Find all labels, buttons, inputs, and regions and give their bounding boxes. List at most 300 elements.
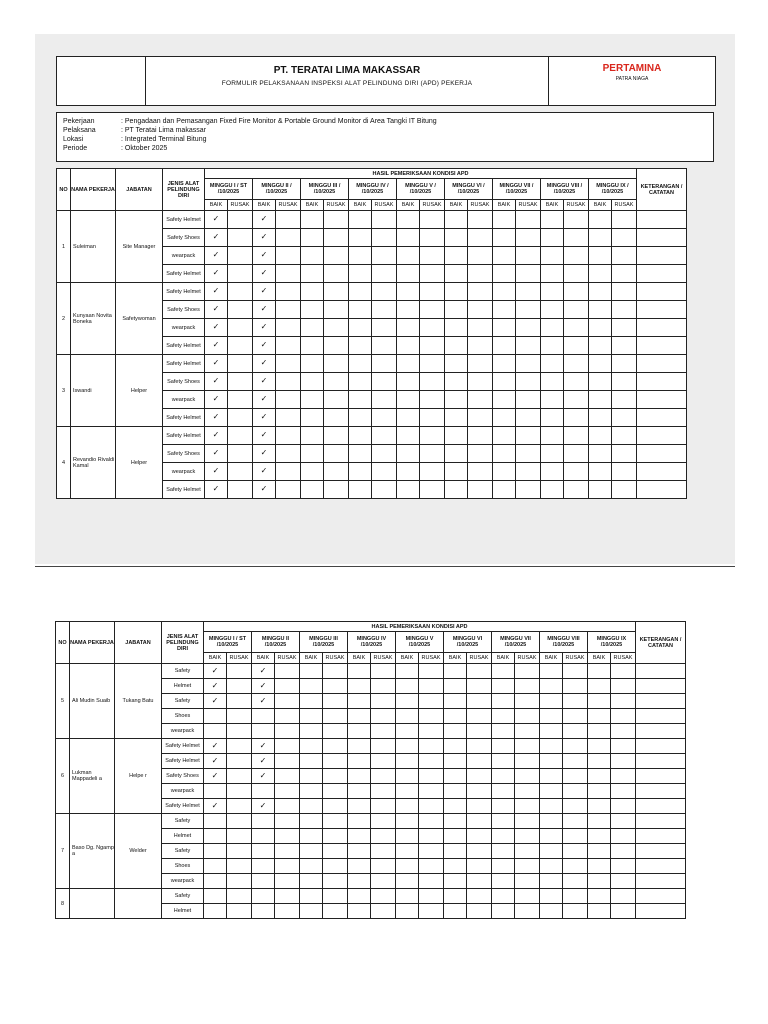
check-cell[interactable] bbox=[612, 391, 637, 409]
check-cell[interactable] bbox=[492, 829, 515, 844]
check-cell[interactable] bbox=[468, 301, 493, 319]
check-cell[interactable] bbox=[205, 445, 228, 463]
check-cell[interactable] bbox=[493, 247, 516, 265]
check-cell[interactable] bbox=[516, 391, 541, 409]
keterangan-cell[interactable] bbox=[637, 265, 687, 283]
check-cell[interactable] bbox=[205, 265, 228, 283]
check-cell[interactable] bbox=[252, 694, 275, 709]
check-cell[interactable] bbox=[228, 301, 253, 319]
check-cell[interactable] bbox=[612, 211, 637, 229]
check-cell[interactable] bbox=[588, 739, 611, 754]
check-cell[interactable] bbox=[323, 844, 348, 859]
check-cell[interactable] bbox=[515, 874, 540, 889]
check-cell[interactable] bbox=[612, 409, 637, 427]
check-cell[interactable] bbox=[227, 904, 252, 919]
check-cell[interactable] bbox=[611, 739, 636, 754]
check-cell[interactable] bbox=[419, 679, 444, 694]
check-cell[interactable] bbox=[468, 463, 493, 481]
check-cell[interactable] bbox=[204, 814, 227, 829]
check-cell[interactable] bbox=[467, 754, 492, 769]
check-cell[interactable] bbox=[324, 481, 349, 499]
check-cell[interactable] bbox=[397, 355, 420, 373]
check-cell[interactable] bbox=[541, 355, 564, 373]
check-cell[interactable] bbox=[324, 463, 349, 481]
check-cell[interactable] bbox=[541, 319, 564, 337]
check-cell[interactable] bbox=[444, 769, 467, 784]
keterangan-cell[interactable] bbox=[636, 829, 686, 844]
check-cell[interactable] bbox=[445, 265, 468, 283]
check-cell[interactable] bbox=[420, 373, 445, 391]
check-cell[interactable] bbox=[420, 229, 445, 247]
check-cell[interactable] bbox=[204, 694, 227, 709]
check-cell[interactable] bbox=[349, 229, 372, 247]
check-cell[interactable] bbox=[444, 724, 467, 739]
check-cell[interactable] bbox=[348, 784, 371, 799]
check-cell[interactable] bbox=[276, 247, 301, 265]
keterangan-cell[interactable] bbox=[637, 283, 687, 301]
check-cell[interactable] bbox=[227, 709, 252, 724]
check-cell[interactable] bbox=[372, 355, 397, 373]
check-cell[interactable] bbox=[349, 337, 372, 355]
check-cell[interactable] bbox=[275, 799, 300, 814]
check-cell[interactable] bbox=[252, 844, 275, 859]
check-cell[interactable] bbox=[540, 874, 563, 889]
check-cell[interactable] bbox=[612, 481, 637, 499]
check-cell[interactable] bbox=[371, 769, 396, 784]
check-cell[interactable] bbox=[564, 283, 589, 301]
check-cell[interactable] bbox=[564, 463, 589, 481]
check-cell[interactable] bbox=[372, 319, 397, 337]
check-cell[interactable] bbox=[540, 679, 563, 694]
check-cell[interactable] bbox=[252, 754, 275, 769]
check-cell[interactable] bbox=[371, 874, 396, 889]
check-cell[interactable] bbox=[348, 769, 371, 784]
check-cell[interactable] bbox=[323, 754, 348, 769]
check-cell[interactable] bbox=[516, 445, 541, 463]
check-cell[interactable] bbox=[227, 739, 252, 754]
check-cell[interactable] bbox=[397, 445, 420, 463]
check-cell[interactable] bbox=[301, 409, 324, 427]
check-cell[interactable] bbox=[564, 211, 589, 229]
check-cell[interactable] bbox=[397, 427, 420, 445]
check-cell[interactable] bbox=[300, 859, 323, 874]
check-cell[interactable] bbox=[371, 859, 396, 874]
check-cell[interactable] bbox=[444, 739, 467, 754]
check-cell[interactable] bbox=[275, 829, 300, 844]
check-cell[interactable] bbox=[204, 874, 227, 889]
check-cell[interactable] bbox=[589, 301, 612, 319]
check-cell[interactable] bbox=[301, 481, 324, 499]
check-cell[interactable] bbox=[588, 754, 611, 769]
check-cell[interactable] bbox=[611, 784, 636, 799]
check-cell[interactable] bbox=[492, 769, 515, 784]
check-cell[interactable] bbox=[397, 373, 420, 391]
check-cell[interactable] bbox=[348, 694, 371, 709]
check-cell[interactable] bbox=[348, 799, 371, 814]
check-cell[interactable] bbox=[419, 859, 444, 874]
check-cell[interactable] bbox=[493, 445, 516, 463]
check-cell[interactable] bbox=[276, 373, 301, 391]
keterangan-cell[interactable] bbox=[637, 301, 687, 319]
check-cell[interactable] bbox=[205, 337, 228, 355]
check-cell[interactable] bbox=[275, 739, 300, 754]
check-cell[interactable] bbox=[419, 739, 444, 754]
check-cell[interactable] bbox=[419, 754, 444, 769]
check-cell[interactable] bbox=[589, 265, 612, 283]
check-cell[interactable] bbox=[372, 409, 397, 427]
check-cell[interactable] bbox=[564, 337, 589, 355]
check-cell[interactable] bbox=[492, 739, 515, 754]
check-cell[interactable] bbox=[445, 283, 468, 301]
check-cell[interactable] bbox=[371, 904, 396, 919]
check-cell[interactable] bbox=[541, 481, 564, 499]
check-cell[interactable] bbox=[227, 784, 252, 799]
check-cell[interactable] bbox=[540, 799, 563, 814]
check-cell[interactable] bbox=[276, 265, 301, 283]
check-cell[interactable] bbox=[612, 301, 637, 319]
check-cell[interactable] bbox=[227, 814, 252, 829]
check-cell[interactable] bbox=[324, 427, 349, 445]
check-cell[interactable] bbox=[204, 904, 227, 919]
check-cell[interactable] bbox=[420, 427, 445, 445]
check-cell[interactable] bbox=[228, 211, 253, 229]
check-cell[interactable] bbox=[540, 904, 563, 919]
keterangan-cell[interactable] bbox=[636, 664, 686, 679]
check-cell[interactable] bbox=[419, 844, 444, 859]
keterangan-cell[interactable] bbox=[636, 724, 686, 739]
check-cell[interactable] bbox=[371, 844, 396, 859]
check-cell[interactable] bbox=[588, 859, 611, 874]
check-cell[interactable] bbox=[228, 283, 253, 301]
check-cell[interactable] bbox=[541, 427, 564, 445]
check-cell[interactable] bbox=[348, 889, 371, 904]
check-cell[interactable] bbox=[204, 709, 227, 724]
check-cell[interactable] bbox=[205, 319, 228, 337]
check-cell[interactable] bbox=[227, 724, 252, 739]
check-cell[interactable] bbox=[396, 904, 419, 919]
check-cell[interactable] bbox=[445, 247, 468, 265]
check-cell[interactable] bbox=[323, 814, 348, 829]
keterangan-cell[interactable] bbox=[636, 904, 686, 919]
check-cell[interactable] bbox=[253, 355, 276, 373]
check-cell[interactable] bbox=[493, 463, 516, 481]
check-cell[interactable] bbox=[420, 391, 445, 409]
check-cell[interactable] bbox=[205, 427, 228, 445]
check-cell[interactable] bbox=[275, 859, 300, 874]
check-cell[interactable] bbox=[205, 373, 228, 391]
check-cell[interactable] bbox=[493, 481, 516, 499]
check-cell[interactable] bbox=[300, 889, 323, 904]
keterangan-cell[interactable] bbox=[637, 427, 687, 445]
check-cell[interactable] bbox=[419, 724, 444, 739]
check-cell[interactable] bbox=[228, 265, 253, 283]
check-cell[interactable] bbox=[563, 784, 588, 799]
check-cell[interactable] bbox=[348, 664, 371, 679]
check-cell[interactable] bbox=[253, 265, 276, 283]
check-cell[interactable] bbox=[252, 829, 275, 844]
check-cell[interactable] bbox=[372, 391, 397, 409]
check-cell[interactable] bbox=[349, 373, 372, 391]
check-cell[interactable] bbox=[300, 664, 323, 679]
check-cell[interactable] bbox=[540, 814, 563, 829]
check-cell[interactable] bbox=[444, 829, 467, 844]
check-cell[interactable] bbox=[323, 874, 348, 889]
check-cell[interactable] bbox=[492, 844, 515, 859]
check-cell[interactable] bbox=[589, 463, 612, 481]
check-cell[interactable] bbox=[516, 229, 541, 247]
check-cell[interactable] bbox=[515, 739, 540, 754]
check-cell[interactable] bbox=[348, 709, 371, 724]
check-cell[interactable] bbox=[227, 754, 252, 769]
keterangan-cell[interactable] bbox=[636, 709, 686, 724]
check-cell[interactable] bbox=[275, 874, 300, 889]
check-cell[interactable] bbox=[397, 265, 420, 283]
check-cell[interactable] bbox=[324, 355, 349, 373]
check-cell[interactable] bbox=[467, 739, 492, 754]
check-cell[interactable] bbox=[444, 874, 467, 889]
check-cell[interactable] bbox=[323, 904, 348, 919]
check-cell[interactable] bbox=[275, 664, 300, 679]
check-cell[interactable] bbox=[563, 694, 588, 709]
check-cell[interactable] bbox=[301, 355, 324, 373]
check-cell[interactable] bbox=[492, 859, 515, 874]
check-cell[interactable] bbox=[372, 229, 397, 247]
check-cell[interactable] bbox=[253, 337, 276, 355]
check-cell[interactable] bbox=[253, 373, 276, 391]
check-cell[interactable] bbox=[253, 211, 276, 229]
check-cell[interactable] bbox=[444, 904, 467, 919]
check-cell[interactable] bbox=[300, 754, 323, 769]
check-cell[interactable] bbox=[324, 373, 349, 391]
check-cell[interactable] bbox=[204, 754, 227, 769]
check-cell[interactable] bbox=[468, 427, 493, 445]
check-cell[interactable] bbox=[467, 844, 492, 859]
check-cell[interactable] bbox=[323, 724, 348, 739]
check-cell[interactable] bbox=[589, 445, 612, 463]
check-cell[interactable] bbox=[348, 724, 371, 739]
check-cell[interactable] bbox=[493, 211, 516, 229]
check-cell[interactable] bbox=[588, 724, 611, 739]
check-cell[interactable] bbox=[228, 391, 253, 409]
check-cell[interactable] bbox=[397, 463, 420, 481]
check-cell[interactable] bbox=[563, 739, 588, 754]
check-cell[interactable] bbox=[589, 337, 612, 355]
check-cell[interactable] bbox=[419, 784, 444, 799]
check-cell[interactable] bbox=[444, 844, 467, 859]
check-cell[interactable] bbox=[563, 859, 588, 874]
check-cell[interactable] bbox=[397, 391, 420, 409]
check-cell[interactable] bbox=[611, 679, 636, 694]
check-cell[interactable] bbox=[493, 265, 516, 283]
check-cell[interactable] bbox=[372, 211, 397, 229]
check-cell[interactable] bbox=[467, 694, 492, 709]
check-cell[interactable] bbox=[396, 694, 419, 709]
check-cell[interactable] bbox=[444, 664, 467, 679]
check-cell[interactable] bbox=[276, 301, 301, 319]
check-cell[interactable] bbox=[588, 889, 611, 904]
keterangan-cell[interactable] bbox=[636, 859, 686, 874]
check-cell[interactable] bbox=[541, 247, 564, 265]
check-cell[interactable] bbox=[468, 445, 493, 463]
check-cell[interactable] bbox=[371, 739, 396, 754]
keterangan-cell[interactable] bbox=[636, 799, 686, 814]
check-cell[interactable] bbox=[516, 481, 541, 499]
check-cell[interactable] bbox=[468, 319, 493, 337]
check-cell[interactable] bbox=[468, 211, 493, 229]
check-cell[interactable] bbox=[371, 784, 396, 799]
check-cell[interactable] bbox=[396, 769, 419, 784]
check-cell[interactable] bbox=[396, 859, 419, 874]
check-cell[interactable] bbox=[493, 355, 516, 373]
check-cell[interactable] bbox=[541, 463, 564, 481]
check-cell[interactable] bbox=[589, 373, 612, 391]
check-cell[interactable] bbox=[540, 889, 563, 904]
check-cell[interactable] bbox=[492, 679, 515, 694]
check-cell[interactable] bbox=[468, 481, 493, 499]
check-cell[interactable] bbox=[372, 337, 397, 355]
keterangan-cell[interactable] bbox=[637, 229, 687, 247]
check-cell[interactable] bbox=[492, 724, 515, 739]
check-cell[interactable] bbox=[349, 481, 372, 499]
check-cell[interactable] bbox=[204, 784, 227, 799]
check-cell[interactable] bbox=[253, 409, 276, 427]
check-cell[interactable] bbox=[227, 874, 252, 889]
check-cell[interactable] bbox=[564, 355, 589, 373]
check-cell[interactable] bbox=[372, 283, 397, 301]
check-cell[interactable] bbox=[612, 373, 637, 391]
check-cell[interactable] bbox=[275, 904, 300, 919]
check-cell[interactable] bbox=[323, 829, 348, 844]
check-cell[interactable] bbox=[468, 391, 493, 409]
check-cell[interactable] bbox=[612, 229, 637, 247]
check-cell[interactable] bbox=[252, 709, 275, 724]
check-cell[interactable] bbox=[445, 355, 468, 373]
keterangan-cell[interactable] bbox=[637, 319, 687, 337]
check-cell[interactable] bbox=[252, 904, 275, 919]
check-cell[interactable] bbox=[444, 679, 467, 694]
check-cell[interactable] bbox=[300, 769, 323, 784]
check-cell[interactable] bbox=[228, 463, 253, 481]
check-cell[interactable] bbox=[493, 337, 516, 355]
check-cell[interactable] bbox=[564, 301, 589, 319]
check-cell[interactable] bbox=[515, 904, 540, 919]
check-cell[interactable] bbox=[371, 799, 396, 814]
check-cell[interactable] bbox=[227, 799, 252, 814]
check-cell[interactable] bbox=[467, 874, 492, 889]
check-cell[interactable] bbox=[444, 859, 467, 874]
check-cell[interactable] bbox=[324, 211, 349, 229]
check-cell[interactable] bbox=[492, 799, 515, 814]
check-cell[interactable] bbox=[516, 247, 541, 265]
check-cell[interactable] bbox=[541, 229, 564, 247]
check-cell[interactable] bbox=[588, 679, 611, 694]
check-cell[interactable] bbox=[515, 664, 540, 679]
check-cell[interactable] bbox=[348, 874, 371, 889]
check-cell[interactable] bbox=[276, 355, 301, 373]
check-cell[interactable] bbox=[227, 859, 252, 874]
check-cell[interactable] bbox=[611, 874, 636, 889]
check-cell[interactable] bbox=[228, 409, 253, 427]
check-cell[interactable] bbox=[612, 445, 637, 463]
check-cell[interactable] bbox=[563, 874, 588, 889]
check-cell[interactable] bbox=[516, 427, 541, 445]
check-cell[interactable] bbox=[563, 829, 588, 844]
check-cell[interactable] bbox=[276, 283, 301, 301]
check-cell[interactable] bbox=[372, 247, 397, 265]
check-cell[interactable] bbox=[348, 754, 371, 769]
check-cell[interactable] bbox=[444, 889, 467, 904]
check-cell[interactable] bbox=[396, 739, 419, 754]
check-cell[interactable] bbox=[253, 445, 276, 463]
check-cell[interactable] bbox=[419, 664, 444, 679]
check-cell[interactable] bbox=[397, 319, 420, 337]
check-cell[interactable] bbox=[611, 709, 636, 724]
check-cell[interactable] bbox=[540, 844, 563, 859]
check-cell[interactable] bbox=[589, 229, 612, 247]
check-cell[interactable] bbox=[515, 844, 540, 859]
check-cell[interactable] bbox=[564, 265, 589, 283]
check-cell[interactable] bbox=[468, 355, 493, 373]
check-cell[interactable] bbox=[323, 859, 348, 874]
check-cell[interactable] bbox=[348, 859, 371, 874]
check-cell[interactable] bbox=[205, 211, 228, 229]
keterangan-cell[interactable] bbox=[636, 694, 686, 709]
check-cell[interactable] bbox=[371, 679, 396, 694]
check-cell[interactable] bbox=[492, 874, 515, 889]
check-cell[interactable] bbox=[419, 829, 444, 844]
check-cell[interactable] bbox=[611, 769, 636, 784]
check-cell[interactable] bbox=[275, 769, 300, 784]
check-cell[interactable] bbox=[563, 814, 588, 829]
check-cell[interactable] bbox=[468, 265, 493, 283]
keterangan-cell[interactable] bbox=[636, 739, 686, 754]
check-cell[interactable] bbox=[611, 889, 636, 904]
check-cell[interactable] bbox=[253, 283, 276, 301]
check-cell[interactable] bbox=[275, 679, 300, 694]
check-cell[interactable] bbox=[588, 694, 611, 709]
check-cell[interactable] bbox=[445, 319, 468, 337]
check-cell[interactable] bbox=[205, 409, 228, 427]
check-cell[interactable] bbox=[515, 829, 540, 844]
check-cell[interactable] bbox=[228, 373, 253, 391]
check-cell[interactable] bbox=[348, 679, 371, 694]
check-cell[interactable] bbox=[371, 889, 396, 904]
check-cell[interactable] bbox=[515, 769, 540, 784]
check-cell[interactable] bbox=[588, 664, 611, 679]
check-cell[interactable] bbox=[275, 694, 300, 709]
check-cell[interactable] bbox=[276, 427, 301, 445]
check-cell[interactable] bbox=[516, 355, 541, 373]
check-cell[interactable] bbox=[252, 814, 275, 829]
check-cell[interactable] bbox=[349, 211, 372, 229]
check-cell[interactable] bbox=[563, 724, 588, 739]
check-cell[interactable] bbox=[276, 445, 301, 463]
keterangan-cell[interactable] bbox=[637, 481, 687, 499]
check-cell[interactable] bbox=[276, 481, 301, 499]
check-cell[interactable] bbox=[445, 481, 468, 499]
check-cell[interactable] bbox=[396, 709, 419, 724]
check-cell[interactable] bbox=[445, 337, 468, 355]
check-cell[interactable] bbox=[301, 211, 324, 229]
check-cell[interactable] bbox=[564, 391, 589, 409]
check-cell[interactable] bbox=[301, 427, 324, 445]
check-cell[interactable] bbox=[397, 211, 420, 229]
keterangan-cell[interactable] bbox=[636, 784, 686, 799]
check-cell[interactable] bbox=[492, 889, 515, 904]
check-cell[interactable] bbox=[396, 829, 419, 844]
check-cell[interactable] bbox=[349, 301, 372, 319]
keterangan-cell[interactable] bbox=[636, 769, 686, 784]
